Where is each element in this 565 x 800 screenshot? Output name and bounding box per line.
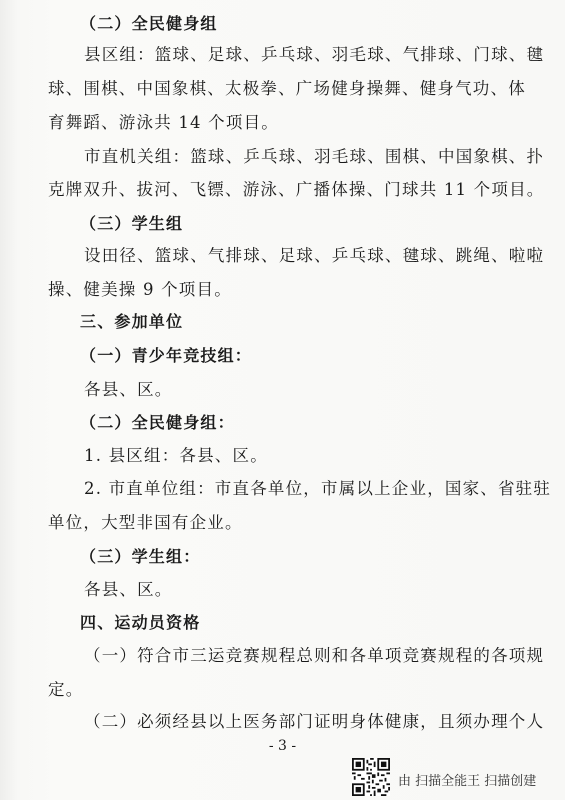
- paragraph-line: （一）符合市三运竞赛规程总则和各单项竞赛规程的各项规: [84, 646, 545, 665]
- section-heading: （二）全民健身组: [80, 14, 218, 33]
- paragraph-line: 1. 县区组：各县、区。: [84, 446, 268, 465]
- section-heading: （三）学生组: [80, 214, 184, 233]
- section-heading: 四、运动员资格: [80, 613, 201, 632]
- paragraph-line: 操、健美操 9 个项目。: [48, 280, 232, 299]
- section-heading: 三、参加单位: [80, 312, 184, 331]
- paragraph-line: 球、围棋、中国象棋、太极拳、广场健身操舞、健身气功、体: [48, 79, 526, 98]
- page-number: - 3 -: [268, 738, 297, 754]
- paragraph-line: 克牌双升、拔河、飞镖、游泳、广播体操、门球共 11 个项目。: [48, 180, 545, 199]
- paragraph-line: （二）必须经县以上医务部门证明身体健康，且须办理个人: [84, 712, 545, 731]
- paragraph-line: 育舞蹈、游泳共 14 个项目。: [48, 113, 279, 132]
- scanner-footer: [352, 758, 552, 798]
- scanner-footer-text: 由 扫描全能王 扫描创建: [398, 774, 537, 789]
- qr-code-icon: [352, 758, 390, 796]
- paragraph-line: 县区组：篮球、足球、乒乓球、羽毛球、气排球、门球、毽: [84, 45, 545, 64]
- paragraph-line: 市直机关组：篮球、乒乓球、羽毛球、围棋、中国象棋、扑: [84, 147, 545, 166]
- paragraph-line: 2. 市直单位组：市直各单位，市属以上企业，国家、省驻驻: [84, 479, 552, 498]
- section-heading: （一）青少年竞技组：: [80, 346, 253, 365]
- paragraph-line: 各县、区。: [84, 580, 173, 599]
- paragraph-line: 各县、区。: [84, 380, 173, 399]
- section-heading: （二）全民健身组：: [80, 413, 235, 432]
- paragraph-line: 设田径、篮球、气排球、足球、乒乓球、毽球、跳绳、啦啦: [84, 246, 545, 265]
- section-heading: （三）学生组：: [80, 547, 201, 566]
- paragraph-line: 单位，大型非国有企业。: [48, 513, 243, 532]
- paragraph-line: 定。: [48, 680, 84, 699]
